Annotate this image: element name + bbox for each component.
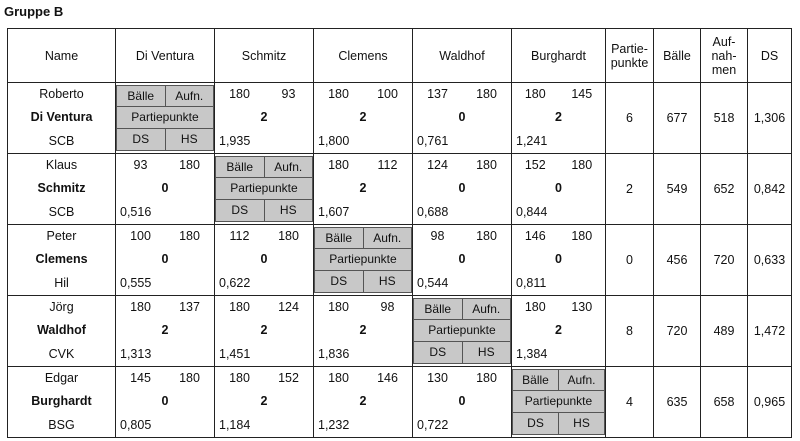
match-cell — [215, 367, 314, 438]
match-points: 0 — [458, 394, 466, 409]
innings: 180 — [571, 158, 593, 172]
balls-own: 93 — [133, 158, 148, 172]
match-cell — [512, 154, 606, 225]
total-partiepunkte: 6 — [606, 83, 654, 154]
legend-aufn: Aufn. — [462, 299, 511, 319]
innings: 180 — [179, 371, 200, 385]
total-partiepunkte: 8 — [606, 296, 654, 367]
match-cell — [215, 83, 314, 154]
player-name-cell — [8, 154, 116, 225]
match-points: 2 — [359, 394, 367, 409]
header-ds: DS — [748, 29, 792, 83]
header-player: Schmitz — [215, 29, 314, 83]
match-points: 0 — [555, 252, 562, 267]
innings: 137 — [179, 300, 200, 314]
balls-own: 100 — [130, 229, 151, 243]
balls-own: 152 — [524, 158, 546, 172]
header-name: Name — [8, 29, 116, 83]
innings: 152 — [278, 371, 299, 385]
total-ds: 1,472 — [748, 296, 792, 367]
innings: 98 — [380, 300, 395, 314]
match-ds: 0,805 — [120, 417, 152, 432]
match-ds: 1,241 — [516, 133, 548, 148]
header-player: Di Ventura — [116, 29, 215, 83]
match-points: 2 — [260, 110, 268, 125]
legend-ds: DS — [527, 416, 544, 430]
match-points: 2 — [359, 110, 367, 125]
balls-own: 145 — [130, 371, 151, 385]
total-ds: 0,633 — [748, 225, 792, 296]
innings: 130 — [571, 300, 593, 314]
legend-ds: DS — [429, 345, 447, 359]
match-cell — [116, 154, 215, 225]
legend-ds: DS — [231, 203, 249, 217]
balls-own: 180 — [229, 371, 250, 385]
table-row — [8, 83, 792, 154]
match-ds: 1,836 — [318, 346, 350, 361]
match-cell — [314, 83, 413, 154]
total-partiepunkte: 2 — [606, 154, 654, 225]
legend-hs: HS — [462, 342, 511, 363]
player-name-cell — [8, 83, 116, 154]
page-title: Gruppe B — [4, 4, 64, 19]
innings: 180 — [179, 229, 200, 243]
balls-own: 130 — [427, 371, 448, 385]
total-aufnahmen: 658 — [701, 367, 748, 438]
legend-cell — [116, 83, 215, 154]
match-ds: 1,184 — [219, 417, 251, 432]
player-name-cell — [8, 367, 116, 438]
match-cell — [413, 83, 512, 154]
match-ds: 1,800 — [318, 133, 350, 148]
balls-own: 180 — [328, 87, 349, 101]
innings: 145 — [571, 87, 593, 101]
balls-own: 180 — [328, 300, 349, 314]
match-points: 0 — [458, 110, 466, 125]
legend-aufn: Aufn. — [165, 86, 214, 106]
last-name: Waldhof — [37, 323, 86, 338]
legend-baelle: Bälle — [325, 231, 353, 245]
legend-ds: DS — [330, 274, 348, 288]
match-points: 0 — [161, 252, 169, 267]
match-cell — [314, 367, 413, 438]
legend-partiepunkte: Partiepunkte — [524, 394, 593, 408]
legend-baelle: Bälle — [127, 89, 155, 103]
legend-baelle: Bälle — [522, 373, 549, 387]
match-ds: 0,622 — [219, 275, 251, 290]
last-name: Clemens — [35, 252, 88, 267]
club: SCB — [48, 204, 75, 219]
total-baelle: 677 — [654, 83, 701, 154]
match-points: 2 — [359, 323, 367, 338]
legend-cell — [413, 296, 512, 367]
match-cell — [413, 225, 512, 296]
balls-own: 180 — [130, 300, 151, 314]
header-player: Waldhof — [413, 29, 512, 83]
match-cell — [413, 154, 512, 225]
match-ds: 0,544 — [417, 275, 449, 290]
balls-own: 124 — [427, 158, 448, 172]
innings: 180 — [476, 229, 497, 243]
innings: 146 — [377, 371, 398, 385]
header-partiepunkte: Partie- punkte — [606, 29, 654, 83]
match-ds: 0,811 — [516, 275, 547, 290]
total-baelle: 720 — [654, 296, 701, 367]
innings: 180 — [476, 158, 497, 172]
match-ds: 1,451 — [219, 346, 251, 361]
match-points: 0 — [161, 394, 169, 409]
match-points: 2 — [161, 323, 169, 338]
last-name: Di Ventura — [30, 110, 93, 125]
match-cell — [314, 296, 413, 367]
first-name: Edgar — [44, 371, 79, 385]
match-ds: 0,722 — [417, 417, 449, 432]
match-cell — [116, 367, 215, 438]
match-cell — [215, 296, 314, 367]
club: Hil — [54, 275, 69, 290]
balls-own: 180 — [524, 300, 546, 314]
last-name: Burghardt — [31, 394, 92, 409]
legend-hs: HS — [363, 271, 412, 292]
innings: 112 — [377, 158, 398, 172]
first-name: Jörg — [49, 300, 74, 314]
balls-own: 180 — [524, 87, 546, 101]
match-points: 0 — [260, 252, 268, 267]
match-cell — [512, 83, 606, 154]
match-points: 2 — [260, 394, 268, 409]
match-points: 2 — [260, 323, 268, 338]
header-aufnahmen: Auf- nah- men — [701, 29, 748, 83]
legend-cell — [215, 154, 314, 225]
innings: 124 — [278, 300, 299, 314]
first-name: Roberto — [39, 87, 84, 101]
player-name-cell — [8, 225, 116, 296]
balls-own: 98 — [430, 229, 445, 243]
match-ds: 0,688 — [417, 204, 449, 219]
match-ds: 0,844 — [516, 204, 548, 219]
innings: 180 — [571, 229, 593, 243]
match-cell — [512, 296, 606, 367]
balls-own: 146 — [524, 229, 546, 243]
match-points: 2 — [555, 323, 562, 338]
table-row — [8, 367, 792, 438]
match-ds: 0,516 — [120, 204, 152, 219]
legend-aufn: Aufn. — [558, 370, 604, 390]
total-aufnahmen: 652 — [701, 154, 748, 225]
match-ds: 1,935 — [219, 133, 251, 148]
match-points: 0 — [458, 252, 466, 267]
first-name: Klaus — [45, 158, 78, 172]
first-name: Peter — [46, 229, 77, 243]
match-cell — [116, 225, 215, 296]
legend-partiepunkte: Partiepunkte — [230, 181, 298, 195]
legend-aufn: Aufn. — [264, 157, 313, 177]
match-cell — [215, 225, 314, 296]
header-row — [8, 29, 792, 83]
total-partiepunkte: 0 — [606, 225, 654, 296]
match-cell — [512, 225, 606, 296]
total-ds: 0,842 — [748, 154, 792, 225]
legend-hs: HS — [264, 200, 313, 221]
legend-partiepunkte: Partiepunkte — [131, 110, 199, 124]
total-aufnahmen: 518 — [701, 83, 748, 154]
player-name-cell — [8, 296, 116, 367]
match-ds: 1,384 — [516, 346, 548, 361]
match-points: 0 — [458, 181, 466, 196]
total-baelle: 635 — [654, 367, 701, 438]
legend-cell — [314, 225, 413, 296]
innings: 180 — [476, 87, 497, 101]
table-row — [8, 296, 792, 367]
balls-own: 112 — [229, 229, 250, 243]
balls-own: 180 — [229, 300, 250, 314]
total-aufnahmen: 720 — [701, 225, 748, 296]
match-cell — [116, 296, 215, 367]
match-points: 0 — [161, 181, 169, 196]
legend-aufn: Aufn. — [363, 228, 412, 248]
total-aufnahmen: 489 — [701, 296, 748, 367]
last-name: Schmitz — [37, 181, 86, 196]
legend-baelle: Bälle — [226, 160, 254, 174]
legend-partiepunkte: Partiepunkte — [329, 252, 397, 266]
total-partiepunkte: 4 — [606, 367, 654, 438]
match-ds: 1,313 — [120, 346, 152, 361]
legend-cell — [512, 367, 606, 438]
balls-own: 180 — [328, 371, 349, 385]
legend-hs: HS — [558, 413, 604, 434]
match-cell — [314, 154, 413, 225]
legend-hs: HS — [165, 129, 214, 150]
innings: 93 — [281, 87, 296, 101]
total-ds: 0,965 — [748, 367, 792, 438]
club: SCB — [48, 133, 75, 148]
balls-own: 180 — [229, 87, 250, 101]
balls-own: 180 — [328, 158, 349, 172]
results-table — [7, 28, 792, 438]
header-baelle: Bälle — [654, 29, 701, 83]
match-ds: 1,607 — [318, 204, 350, 219]
header-player: Burghardt — [512, 29, 606, 83]
legend-ds: DS — [132, 132, 150, 146]
match-points: 0 — [555, 181, 562, 196]
table-row — [8, 225, 792, 296]
balls-own: 137 — [427, 87, 448, 101]
club: BSG — [48, 417, 75, 432]
match-ds: 1,232 — [318, 417, 350, 432]
innings: 100 — [377, 87, 398, 101]
innings: 180 — [278, 229, 299, 243]
match-ds: 0,761 — [417, 133, 449, 148]
innings: 180 — [476, 371, 497, 385]
header-player: Clemens — [314, 29, 413, 83]
match-ds: 0,555 — [120, 275, 152, 290]
total-ds: 1,306 — [748, 83, 792, 154]
total-baelle: 549 — [654, 154, 701, 225]
table-row — [8, 154, 792, 225]
match-points: 2 — [359, 181, 367, 196]
match-cell — [413, 367, 512, 438]
club: CVK — [48, 346, 75, 361]
match-points: 2 — [555, 110, 562, 125]
legend-baelle: Bälle — [424, 302, 452, 316]
legend-partiepunkte: Partiepunkte — [428, 323, 496, 337]
total-baelle: 456 — [654, 225, 701, 296]
innings: 180 — [179, 158, 200, 172]
